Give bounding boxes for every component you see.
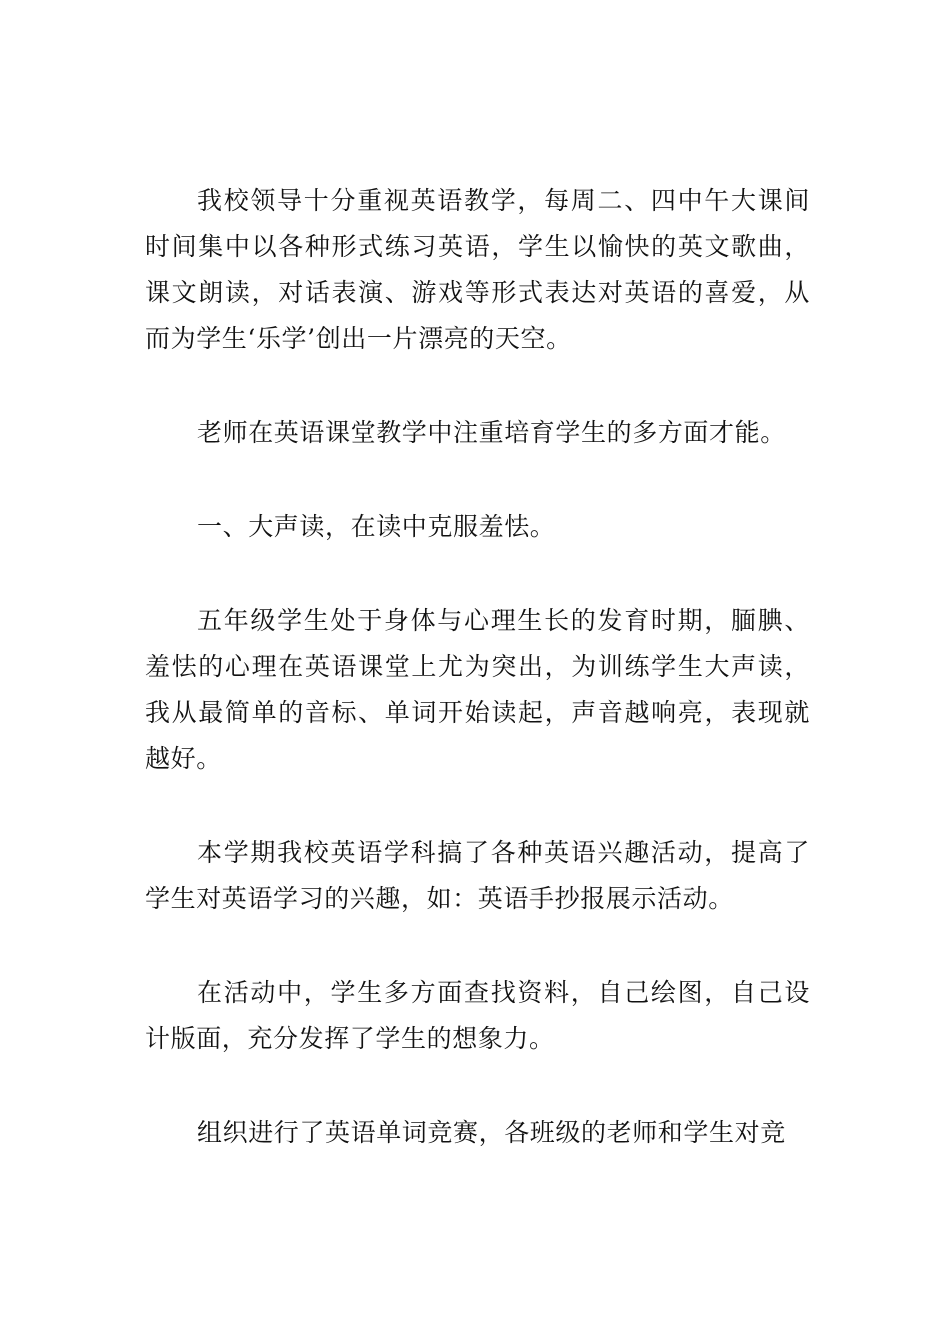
paragraph: 一、大声读，在读中克服羞怯。 — [197, 512, 556, 541]
document-body — [145, 178, 810, 1204]
paragraph: 我校领导十分重视英语教学，每周二、四中午大课间时间集中以各种形式练习英语，学生以愉快的英文歌曲，课文朗读，对话表演、游戏等形式表达对英语的喜爱，从而为学生‘乐学’创出一片漂亮的天空。 — [145, 186, 810, 353]
paragraph: 五年级学生处于身体与心理生长的发育时期，腼腆、羞怯的心理在英语课堂上尤为突出，为训练学生大声读，我从最简单的音标、单词开始读起，声音越响亮，表现就越好。 — [145, 606, 810, 773]
paragraph: 老师在英语课堂教学中注重培育学生的多方面才能。 — [197, 418, 786, 447]
paragraph: 组织进行了英语单词竞赛，各班级的老师和学生对竞 — [197, 1118, 786, 1147]
paragraph: 本学期我校英语学科搞了各种英语兴趣活动，提高了学生对英语学习的兴趣，如：英语手抄报展示活动。 — [145, 838, 810, 913]
paragraph: 在活动中，学生多方面查找资料，自己绘图，自己设计版面，充分发挥了学生的想象力。 — [145, 978, 810, 1053]
